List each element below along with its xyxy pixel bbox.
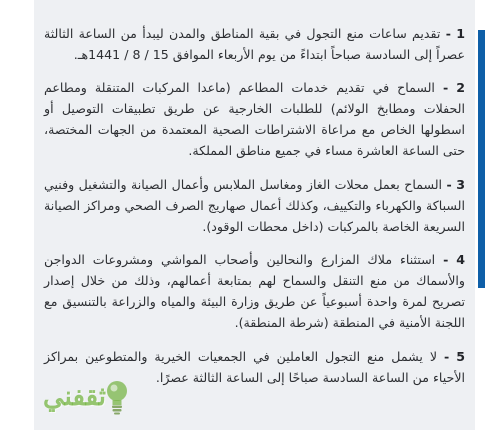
item-number: 3: [456, 176, 465, 192]
lightbulb-icon: [104, 378, 130, 416]
item-separator: -: [442, 80, 449, 96]
item-number: 1: [456, 25, 465, 41]
accent-bar: [478, 30, 485, 288]
item-text: لا يشمل منع التجول العاملين في الجمعيات الخيرية والمتطوعين بمراكز الأحياء من الساعة السادسة صباحًا إلى الساعة الثالثة عصرًا.: [44, 348, 465, 385]
item-text: استثناء ملاك المزارع والنحالين وأصحاب المواشي ومشروعات الدواجن والأسماك من منع التنقل والسماح لهم بمتابعة أعمالهم، وذلك من خلال إصدار تصريح لمرة واحدة أسبوعياً عن طريق وزارة البيئة والمياه والزراعة بالتنسيق مع اللجنة الأمنية في المنطقة (شرطة المنطقة).: [44, 252, 465, 331]
document-page: [34, 0, 475, 430]
item-text: السماح في تقديم خدمات المطاعم (ماعدا المركبات المتنقلة ومطاعم الحفلات ومطابخ الولائم) للطلبات الخارجية عن طريق تطبيقات التوصيل أو اسطولها الخاص مع مراعاة الاشتراطات الصحية المعتمدة من الجهات المختصة، حتى الساعة العاشرة مساء في جميع مناطق المملكة.: [44, 80, 465, 159]
item-separator: -: [445, 25, 451, 41]
list-item: [44, 23, 465, 65]
list-item: [44, 77, 465, 161]
left-margin: [0, 0, 34, 430]
item-text: السماح بعمل محلات الغاز ومغاسل الملابس وأعمال الصيانة والتشغيل وفنيي السباكة والكهرباء والتكييف، وكذلك أعمال صهاريج الصرف الصحي ومراكز الصيانة السريعة الخاصة بالمركبات (داخل محطات الوقود).: [44, 176, 465, 234]
item-number: 2: [456, 80, 465, 96]
list-item: [44, 174, 465, 237]
item-number: 4: [456, 252, 465, 268]
item-separator: -: [444, 348, 450, 364]
item-text: تقديم ساعات منع التجول في بقية المناطق والمدن ليبدأ من الساعة الثالثة عصراً إلى السادسة صباحاً ابتداءً من يوم الأربعاء الموافق 15 / 8 / 1441هـ.: [44, 25, 465, 62]
list-item: [44, 249, 465, 333]
item-separator: -: [443, 252, 449, 268]
item-separator: -: [446, 176, 452, 192]
right-margin: [475, 0, 495, 430]
site-watermark: [2, 374, 132, 424]
watermark-logo-text: ثقفني: [42, 382, 106, 412]
item-number: 5: [456, 348, 465, 364]
decision-list: [44, 10, 465, 399]
